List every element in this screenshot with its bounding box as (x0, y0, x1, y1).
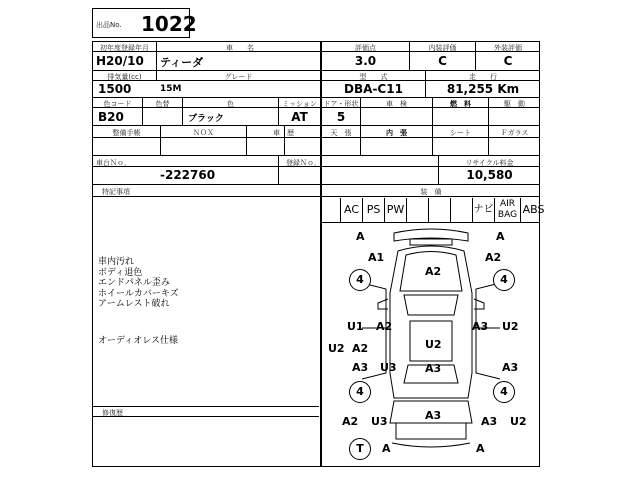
wheel-rear-left: 4 (349, 381, 371, 403)
color-change-label: 色替 (155, 100, 170, 108)
code-u3-rear: U3 (371, 415, 388, 428)
code-a3-right-rear: A3 (481, 415, 498, 428)
note-line: 車内汚れ (98, 257, 135, 267)
drive-label: 駆 動 (504, 100, 525, 108)
grade-value: 15M (160, 84, 182, 94)
code-a1: A1 (368, 251, 385, 264)
equipment-airbag: AIR BAG (494, 198, 520, 222)
notes-list (98, 257, 179, 310)
note-extra: オーディオレス仕様 (98, 336, 179, 346)
code-front-right: A (496, 230, 505, 243)
equipment-blank (428, 198, 450, 222)
equipment-ps: PS (362, 198, 384, 222)
code-u2-right-rear: U2 (510, 415, 527, 428)
code-a2-left-rear: A2 (342, 415, 359, 428)
glass-label: Ｆガラス (500, 129, 529, 137)
displacement-value: 1500 (98, 82, 132, 96)
doors-label: ドア・形状 (323, 100, 359, 108)
inspection-label: 車 検 (386, 100, 407, 108)
sheet-number-label: 出品No. (96, 21, 122, 29)
equipment-blank (406, 198, 428, 222)
equipment-label: 装 備 (420, 188, 442, 196)
color-code-label: 色コード (103, 100, 132, 108)
code-a3-center: A3 (425, 362, 442, 375)
code-a3-left: A3 (352, 361, 369, 374)
recycle-label: リサイクル料金 (465, 159, 514, 167)
code-a2-left-mid: A2 (352, 342, 369, 355)
model-value: DBA-C11 (344, 82, 403, 96)
score-value: 3.0 (354, 54, 377, 68)
equipment-row (340, 198, 546, 222)
manual-label: 整備手帳 (112, 129, 141, 137)
repair-label: 修復歴 (102, 409, 123, 417)
code-a2-right-front: A2 (485, 251, 502, 264)
color-label: 色 (227, 100, 234, 108)
score-label: 評価点 (355, 44, 376, 52)
equipment-ac: AC (340, 198, 362, 222)
note-line: ボディ退色 (98, 267, 143, 278)
equipment-blank (450, 198, 472, 222)
color-value: ブラック (188, 114, 224, 124)
code-rear-a-right: A (476, 442, 485, 455)
notes-label: 特記事項 (102, 188, 130, 196)
wheel-front-left: 4 (349, 269, 371, 291)
nox-label: ＮＯＸ (193, 129, 214, 137)
equipment-pw: PW (384, 198, 406, 222)
car-name-label: 車 名 (226, 44, 254, 52)
sheet-number: 1022 (141, 12, 197, 36)
chassis-value: -222760 (160, 168, 216, 182)
code-u2-right: U2 (502, 320, 519, 333)
wheel-rear-right: 4 (493, 381, 515, 403)
registration-label: 登録Ｎｏ． (286, 159, 321, 167)
mission-value: AT (291, 110, 308, 124)
year-value: H20/10 (96, 54, 144, 68)
code-a3-right: A3 (502, 361, 519, 374)
ceiling-label: 天 張 (330, 129, 352, 137)
sheet-number-box (92, 8, 197, 38)
note-line: アームレスト破れ (98, 299, 170, 309)
code-trunk: A3 (425, 409, 442, 422)
year-label: 初年度登録年月 (100, 44, 149, 52)
color-code-value: B20 (98, 110, 124, 124)
fuel-label: 燃 料 (450, 100, 471, 108)
tire-t-icon: T (349, 438, 371, 460)
model-label: 型 式 (359, 73, 388, 81)
mileage-label: 走 行 (469, 73, 497, 81)
code-u3-left: U3 (380, 361, 397, 374)
displacement-label: 排気量(cc) (107, 73, 142, 81)
equipment-navi: ナビ (472, 198, 494, 222)
seat-label: シート (450, 129, 471, 137)
doors-value: 5 (336, 110, 346, 124)
code-front-left: A (356, 230, 365, 243)
recycle-value: 10,580 (466, 168, 513, 182)
wheel-front-right: 4 (493, 269, 515, 291)
interior-score-value: C (438, 54, 447, 68)
interior-score-label: 内装評価 (428, 44, 457, 52)
code-u1-left: U1 (347, 320, 364, 333)
exterior-score-value: C (503, 54, 513, 68)
code-u2-left-outer: U2 (328, 342, 345, 355)
note-line: ホイールカバーキズ (98, 288, 179, 299)
equipment-abs: ABS (520, 198, 546, 222)
code-a3-right-door: A3 (472, 320, 489, 333)
mission-label: ミッション (282, 100, 317, 108)
code-hood: A2 (425, 265, 442, 278)
code-roof: U2 (425, 338, 442, 351)
history-label: 車 歴 (273, 129, 294, 137)
code-rear-a-left: A (382, 442, 391, 455)
exterior-score-label: 外装評価 (494, 44, 522, 52)
car-name-value: ティーダ (160, 56, 204, 69)
note-line: エンドパネル歪み (98, 278, 170, 288)
grade-label: グレード (224, 73, 253, 81)
code-a2-left-door: A2 (376, 320, 393, 333)
mileage-value: 81,255 Km (446, 82, 520, 96)
lining-label: 内 張 (386, 129, 407, 137)
chassis-label: 車台Ｎｏ． (96, 159, 131, 167)
